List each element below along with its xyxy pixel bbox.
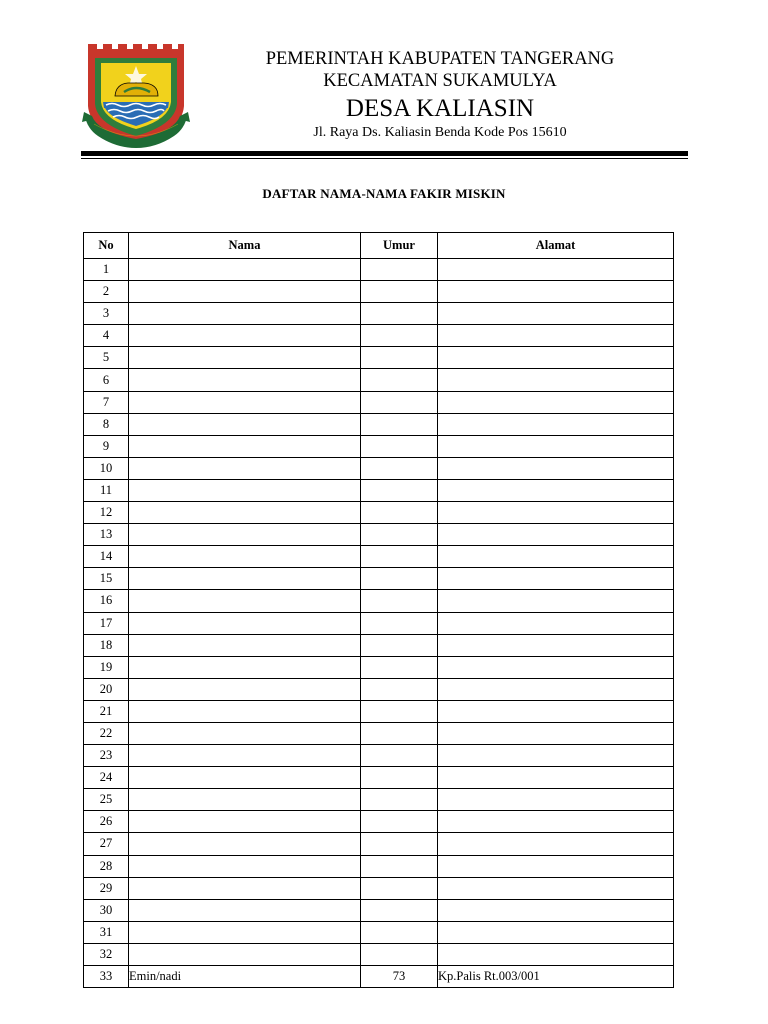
cell-age: [361, 281, 438, 303]
cell-address: [438, 259, 674, 281]
cell-address: [438, 855, 674, 877]
cell-name: [129, 899, 361, 921]
cell-age: [361, 855, 438, 877]
cell-address: [438, 413, 674, 435]
table-row: [84, 789, 674, 811]
cell-name: [129, 811, 361, 833]
cell-age: [361, 590, 438, 612]
table-row: [84, 722, 674, 744]
cell-age: [361, 943, 438, 965]
cell-no: 18: [84, 634, 129, 656]
cell-address: [438, 899, 674, 921]
cell-address: [438, 921, 674, 943]
cell-age: [361, 634, 438, 656]
letterhead-rule-thin: [81, 158, 688, 159]
cell-address: [438, 524, 674, 546]
header-address: Alamat: [438, 233, 674, 259]
cell-name: [129, 457, 361, 479]
cell-age: [361, 833, 438, 855]
cell-no: 32: [84, 943, 129, 965]
cell-no: 7: [84, 391, 129, 413]
cell-name: [129, 678, 361, 700]
table-row: [84, 833, 674, 855]
cell-no: 21: [84, 700, 129, 722]
cell-address: [438, 325, 674, 347]
table-row: [84, 966, 674, 988]
cell-name: Emin/nadi: [129, 966, 361, 988]
cell-no: 2: [84, 281, 129, 303]
cell-no: 33: [84, 966, 129, 988]
cell-no: 8: [84, 413, 129, 435]
cell-age: [361, 502, 438, 524]
cell-name: [129, 745, 361, 767]
village-address: Jl. Raya Ds. Kaliasin Benda Kode Pos 15610: [313, 125, 567, 140]
cell-address: [438, 590, 674, 612]
table-row: [84, 347, 674, 369]
cell-no: 12: [84, 502, 129, 524]
cell-no: 11: [84, 479, 129, 501]
cell-name: [129, 921, 361, 943]
cell-address: [438, 877, 674, 899]
table-row: [84, 634, 674, 656]
cell-no: 3: [84, 303, 129, 325]
cell-name: [129, 590, 361, 612]
cell-name: [129, 700, 361, 722]
table-row: [84, 524, 674, 546]
letterhead: [0, 0, 768, 160]
cell-no: 13: [84, 524, 129, 546]
table-row: [84, 811, 674, 833]
table-row: [84, 281, 674, 303]
cell-address: [438, 833, 674, 855]
document-title: DAFTAR NAMA-NAMA FAKIR MISKIN: [262, 186, 506, 201]
cell-age: [361, 656, 438, 678]
table-row: [84, 921, 674, 943]
cell-age: [361, 369, 438, 391]
cell-address: [438, 369, 674, 391]
cell-address: [438, 811, 674, 833]
letterhead-rule-thick: [81, 151, 688, 156]
cell-name: [129, 833, 361, 855]
cell-no: 23: [84, 745, 129, 767]
cell-no: 29: [84, 877, 129, 899]
table-row: [84, 612, 674, 634]
cell-address: [438, 347, 674, 369]
cell-age: [361, 391, 438, 413]
cell-name: [129, 568, 361, 590]
table-row: [84, 413, 674, 435]
cell-address: [438, 656, 674, 678]
cell-no: 17: [84, 612, 129, 634]
cell-name: [129, 722, 361, 744]
header-age: Umur: [361, 233, 438, 259]
cell-name: [129, 281, 361, 303]
cell-no: 14: [84, 546, 129, 568]
cell-no: 22: [84, 722, 129, 744]
cell-name: [129, 855, 361, 877]
cell-name: [129, 413, 361, 435]
cell-age: [361, 921, 438, 943]
cell-no: 27: [84, 833, 129, 855]
cell-address: [438, 678, 674, 700]
cell-address: [438, 943, 674, 965]
table-row: [84, 943, 674, 965]
table-row: [84, 855, 674, 877]
table-row: [84, 590, 674, 612]
cell-no: 25: [84, 789, 129, 811]
district-name: KECAMATAN SUKAMULYA: [323, 71, 557, 91]
cell-address: [438, 281, 674, 303]
cell-age: [361, 413, 438, 435]
cell-name: [129, 943, 361, 965]
table-row: [84, 546, 674, 568]
table-row: [84, 678, 674, 700]
table-row: [84, 767, 674, 789]
cell-age: [361, 259, 438, 281]
cell-age: [361, 612, 438, 634]
village-name: DESA KALIASIN: [345, 95, 535, 122]
cell-name: [129, 634, 361, 656]
cell-age: [361, 435, 438, 457]
cell-name: [129, 767, 361, 789]
table-row: [84, 435, 674, 457]
cell-name: [129, 347, 361, 369]
cell-age: [361, 811, 438, 833]
table-row: [84, 457, 674, 479]
cell-address: [438, 502, 674, 524]
header-name: Nama: [129, 233, 361, 259]
cell-no: 31: [84, 921, 129, 943]
table-row: [84, 369, 674, 391]
cell-no: 10: [84, 457, 129, 479]
cell-name: [129, 369, 361, 391]
cell-age: [361, 347, 438, 369]
cell-address: [438, 612, 674, 634]
cell-address: [438, 457, 674, 479]
cell-age: [361, 745, 438, 767]
cell-no: 15: [84, 568, 129, 590]
cell-no: 4: [84, 325, 129, 347]
table-row: [84, 502, 674, 524]
cell-address: Kp.Palis Rt.003/001: [438, 966, 674, 988]
cell-no: 1: [84, 259, 129, 281]
table-row: [84, 259, 674, 281]
cell-address: [438, 745, 674, 767]
cell-age: [361, 546, 438, 568]
table-row: [84, 700, 674, 722]
cell-no: 26: [84, 811, 129, 833]
cell-age: [361, 457, 438, 479]
table-body: [84, 259, 674, 988]
table-row: [84, 568, 674, 590]
cell-age: [361, 325, 438, 347]
cell-address: [438, 391, 674, 413]
cell-no: 28: [84, 855, 129, 877]
cell-name: [129, 303, 361, 325]
cell-no: 5: [84, 347, 129, 369]
table-row: [84, 479, 674, 501]
cell-no: 24: [84, 767, 129, 789]
table-row: [84, 877, 674, 899]
cell-address: [438, 568, 674, 590]
regency-crest-icon: [82, 44, 190, 150]
cell-no: 30: [84, 899, 129, 921]
cell-age: [361, 722, 438, 744]
cell-address: [438, 303, 674, 325]
poor-residents-table: [83, 232, 674, 988]
cell-no: 20: [84, 678, 129, 700]
cell-age: [361, 524, 438, 546]
government-name: PEMERINTAH KABUPATEN TANGERANG: [265, 49, 615, 69]
cell-name: [129, 612, 361, 634]
cell-name: [129, 656, 361, 678]
cell-name: [129, 479, 361, 501]
cell-age: [361, 479, 438, 501]
cell-address: [438, 789, 674, 811]
cell-no: 6: [84, 369, 129, 391]
table-row: [84, 656, 674, 678]
cell-no: 9: [84, 435, 129, 457]
cell-address: [438, 634, 674, 656]
cell-address: [438, 722, 674, 744]
cell-address: [438, 700, 674, 722]
cell-age: 73: [361, 966, 438, 988]
cell-name: [129, 502, 361, 524]
cell-age: [361, 789, 438, 811]
table-row: [84, 303, 674, 325]
cell-address: [438, 435, 674, 457]
cell-no: 16: [84, 590, 129, 612]
table-row: [84, 899, 674, 921]
cell-name: [129, 877, 361, 899]
cell-name: [129, 435, 361, 457]
cell-address: [438, 546, 674, 568]
header-no: No: [84, 233, 129, 259]
cell-no: 19: [84, 656, 129, 678]
cell-name: [129, 391, 361, 413]
cell-name: [129, 546, 361, 568]
table-row: [84, 325, 674, 347]
cell-name: [129, 789, 361, 811]
cell-name: [129, 524, 361, 546]
cell-address: [438, 479, 674, 501]
table-row: [84, 745, 674, 767]
cell-address: [438, 767, 674, 789]
cell-age: [361, 767, 438, 789]
cell-age: [361, 899, 438, 921]
table-row: [84, 391, 674, 413]
cell-age: [361, 877, 438, 899]
table-header-row: [84, 233, 674, 259]
cell-age: [361, 303, 438, 325]
cell-name: [129, 325, 361, 347]
cell-name: [129, 259, 361, 281]
cell-age: [361, 678, 438, 700]
cell-age: [361, 700, 438, 722]
cell-age: [361, 568, 438, 590]
